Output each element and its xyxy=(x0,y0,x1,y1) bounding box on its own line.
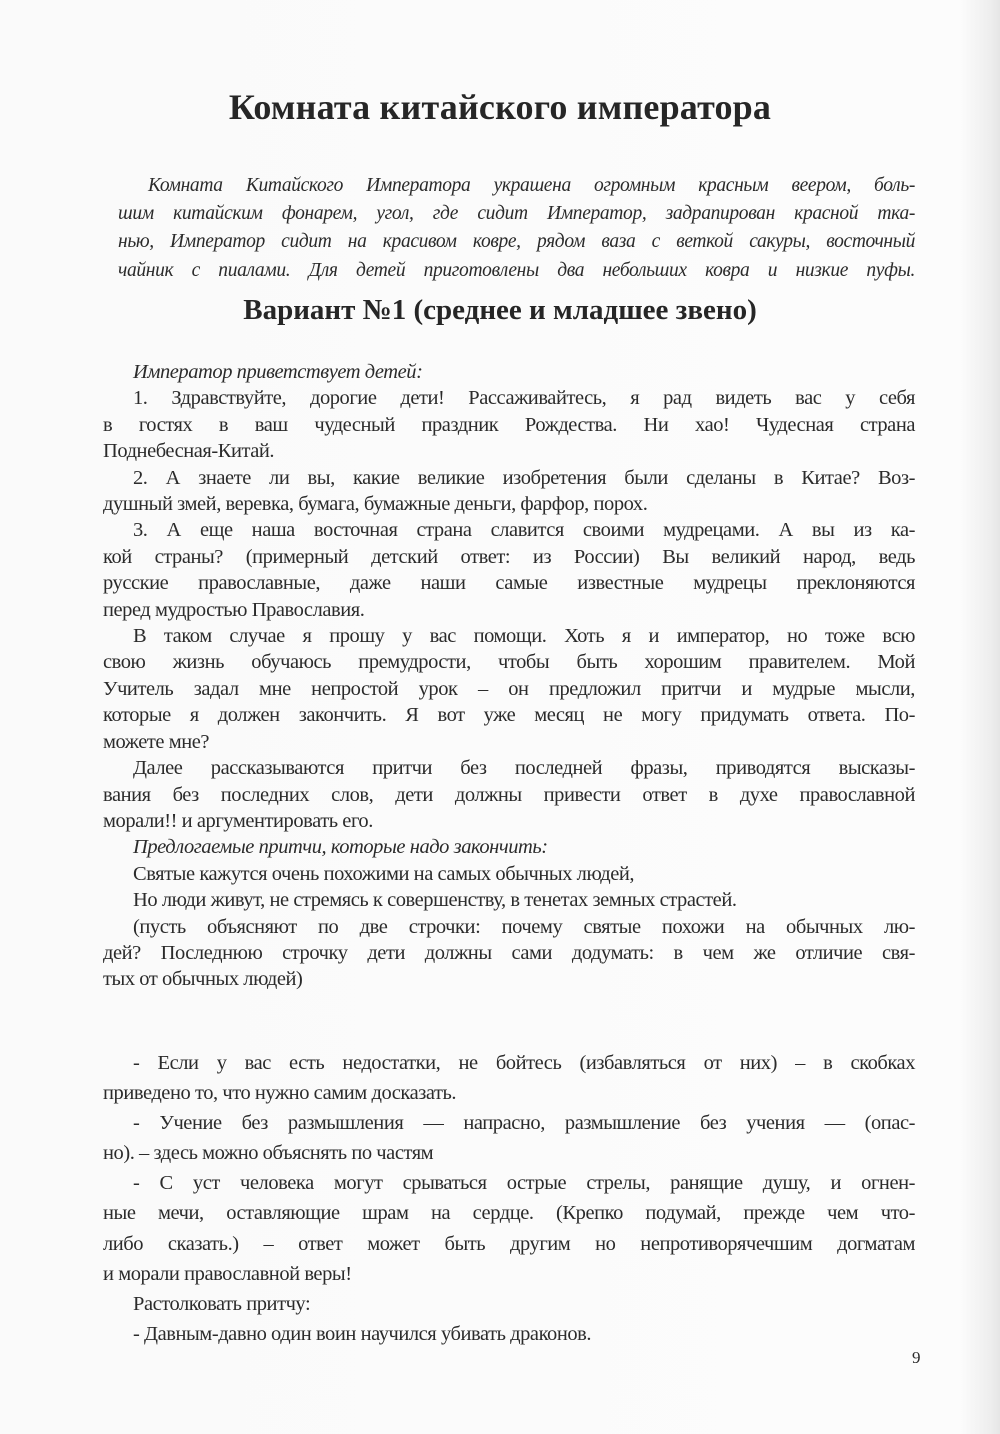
text-line: Но люди живут, не стремясь к совершенству, в тенетах земных страстей. xyxy=(133,889,737,912)
text-line: дей? Последнюю строчку дети должны сами додумать: в чем же отличие свя- xyxy=(103,941,915,964)
text-line: но). – здесь можно объяснять по частям xyxy=(103,1142,434,1165)
body-text-continued xyxy=(103,1048,915,1349)
text-line: - С уст человека могут срываться острые стрелы, ранящие душу, и огнен- xyxy=(133,1172,915,1195)
text-line: Растолковать притчу: xyxy=(133,1292,311,1315)
text-line: кой страны? (примерный детский ответ: из России) Вы великий народ, ведь xyxy=(103,545,915,568)
text-line: шим китайским фонарем, угол, где сидит Император, задрапирован красной тка- xyxy=(118,203,915,225)
intro-paragraph xyxy=(118,172,915,285)
text-line: в гостях в ваш чудесный праздник Рождества. Ни хао! Чудесная страна xyxy=(103,413,915,436)
text-line: приведено то, что нужно самим досказать. xyxy=(103,1082,457,1105)
text-line: Поднебесная-Китай. xyxy=(103,440,275,463)
text-line: - Если у вас есть недостатки, не бойтесь (избавляться от них) – в скобках xyxy=(133,1052,915,1074)
text-line: вания без последних слов, дети должны привести ответ в духе православной xyxy=(103,783,915,806)
text-line: чайник с пиалами. Для детей приготовлены два небольших ковра и низкие пуфы. xyxy=(118,259,915,281)
text-line: тых от обычных людей) xyxy=(103,968,303,991)
text-line: 2. А знаете ли вы, какие великие изобретения были сделаны в Китае? Воз- xyxy=(133,466,915,489)
text-line: свою жизнь обучаюсь премудрости, чтобы быть хорошим правителем. Мой xyxy=(103,651,915,674)
text-line: 1. Здравствуйте, дорогие дети! Рассаживайтесь, я рад видеть вас у себя xyxy=(133,387,915,410)
text-line: В таком случае я прошу у вас помощи. Хоть я и император, но тоже всю xyxy=(133,625,915,648)
text-line: - Давным-давно один воин научился убивать драконов. xyxy=(133,1322,592,1345)
page-number: 9 xyxy=(912,1348,921,1367)
text-line: перед мудростью Православия. xyxy=(103,598,365,621)
text-line: Далее рассказываются притчи без последней фразы, приводятся высказы- xyxy=(133,757,915,780)
text-line: Император приветствует детей: xyxy=(133,361,423,383)
text-line: Святые кажутся очень похожими на самых обычных людей, xyxy=(133,862,635,885)
text-line: нью, Император сидит на красивом ковре, рядом ваза с веткой сакуры, восточный xyxy=(118,231,915,253)
text-line: Комната Китайского Императора украшена огромным красным веером, боль- xyxy=(148,175,915,196)
text-line: ные мечи, оставляющие шрам на сердце. (Крепко подумай, прежде чем что- xyxy=(103,1202,915,1225)
body-text xyxy=(103,359,915,993)
text-line: морали!! и аргументировать его. xyxy=(103,809,373,832)
text-line: душный змей, веревка, бумага, бумажные деньги, фарфор, порох. xyxy=(103,493,648,516)
text-line: которые я должен закончить. Я вот уже месяц не могу придумать ответа. По- xyxy=(103,704,915,727)
text-line: либо сказать.) – ответ может быть другим но непротиворячечшим догматам xyxy=(103,1232,915,1255)
section-heading: Вариант №1 (среднее и младшее звено) xyxy=(243,294,757,326)
text-line: 3. А еще наша восточная страна славится своими мудрецами. А вы из ка- xyxy=(133,519,915,542)
text-line: (пусть объясняют по две строчки: почему святые похожи на обычных лю- xyxy=(133,915,915,938)
text-line: можете мне? xyxy=(103,730,210,753)
text-line: Предлогаемые притчи, которые надо закончить: xyxy=(133,836,548,859)
text-line: - Учение без размышления — напрасно, размышление без учения — (опас- xyxy=(133,1112,915,1135)
text-line: и морали православной веры! xyxy=(103,1262,352,1285)
text-line: русские православные, даже наши самые известные мудрецы преклоняются xyxy=(103,572,915,595)
page-title: Комната китайского императора xyxy=(228,87,772,127)
text-line: Учитель задал мне непростой урок – он предложил притчи и мудрые мысли, xyxy=(103,677,915,700)
